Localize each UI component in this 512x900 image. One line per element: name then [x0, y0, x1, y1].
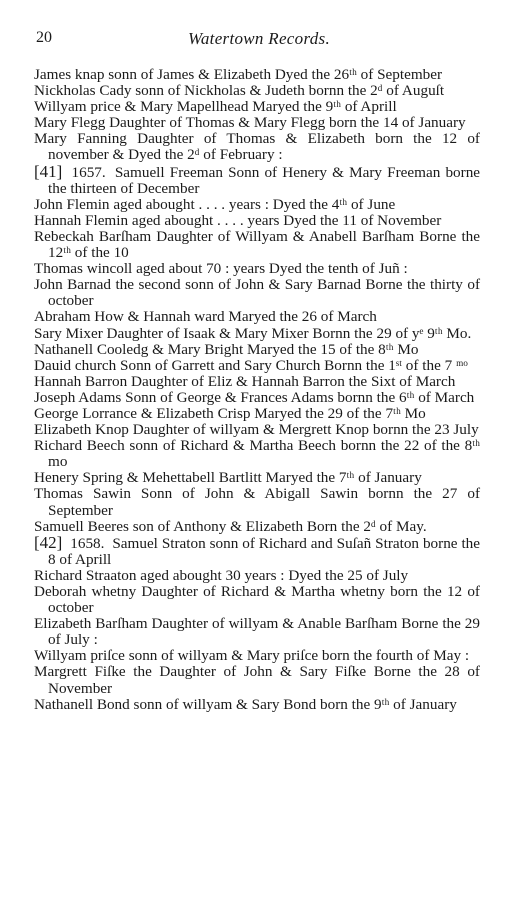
record-entry: Thomas Sawin Sonn of John & Abigall Sawin bornn the 27 of September: [34, 485, 480, 519]
record-entry: George Lorrance & Elizabeth Crisp Maryed the 29 of the 7ᵗʰ Mo: [34, 404, 426, 422]
record-entry: Rebeckah Barſham Daughter of Willyam & Anabell Barſham Borne the 12ᵗʰ of the 10: [34, 227, 480, 262]
record-entry: Margrett Fiſke the Daughter of John & Sary Fiſke Borne the 28 of November: [34, 663, 480, 697]
record-entry: Nathanell Cooledg & Mary Bright Maryed the 15 of the 8ᵗʰ Mo: [34, 340, 419, 358]
record-entry: Deborah whetny Daughter of Richard & Martha whetny born the 12 of october: [34, 583, 480, 617]
record-entry: Sary Mixer Daughter of Isaak & Mary Mixer Bornn the 29 of yᵉ 9ᵗʰ Mo.: [34, 324, 472, 342]
section-entry: [34, 532, 481, 568]
section-number: [42]: [34, 532, 63, 552]
section-entry: [34, 161, 481, 197]
section-number: [41]: [34, 161, 63, 181]
record-entry: Elizabeth Knop Daughter of willyam & Mergrett Knop bornn the 23 July: [34, 421, 479, 439]
record-entry: Mary Flegg Daughter of Thomas & Mary Flegg born the 14 of January: [34, 114, 466, 132]
record-entry: Mary Fanning Daughter of Thomas & Elizabeth born the 12 of november & Dyed the 2ᵈ of February :: [34, 130, 480, 164]
record-entry: Abraham How & Hannah ward Maryed the 26 of March: [34, 308, 377, 326]
section-year: 1658.: [70, 534, 105, 552]
record-entry: James knap sonn of James & Elizabeth Dyed the 26ᵗʰ of September: [34, 66, 443, 83]
record-entry: John Flemin aged abought . . . . years : Dyed the 4ᵗʰ of June: [34, 195, 396, 213]
record-entry: Elizabeth Barſham Daughter of willyam & Anable Barſham Borne the 29 of July :: [34, 615, 480, 649]
record-entry: Samuell Beeres son of Anthony & Elizabeth Born the 2ᵈ of May.: [34, 517, 427, 535]
record-entry: Hannah Barron Daughter of Eliz & Hannah Barron the Sixt of March: [34, 372, 456, 390]
record-entry: Henery Spring & Mehettabell Bartlitt Maryed the 7ᵗʰ of January: [34, 469, 422, 487]
running-title: Watertown Records.: [187, 29, 331, 48]
record-entry: Richard Beech sonn of Richard & Martha Beech bornn the 22 of the 8ᵗʰ mo: [34, 437, 480, 471]
record-entry: John Barnad the second sonn of John & Sary Barnad Borne the thirty of october: [34, 276, 480, 310]
records-text: [34, 67, 480, 713]
section-year: 1657.: [71, 163, 106, 181]
record-entry: Willyam priſce sonn of willyam & Mary priſce born the fourth of May :: [34, 647, 470, 665]
section-text: Samuell Freeman Sonn of Henery & Mary Freeman borne the thirteen of December: [48, 163, 481, 197]
record-entry: Nickholas Cady sonn of Nickholas & Judeth bornn the 2ᵈ of Auguſt: [34, 82, 445, 100]
record-entry: Hannah Flemin aged abought . . . . years Dyed the 11 of November: [34, 211, 442, 229]
record-entry: Dauid church Sonn of Garrett and Sary Church Bornn the 1ˢᵗ of the 7 ᵐᵒ: [34, 356, 468, 374]
page-number: 20: [36, 29, 52, 46]
record-entry: Nathanell Bond sonn of willyam & Sary Bond born the 9ᵗʰ of January: [34, 695, 457, 713]
record-entry: Joseph Adams Sonn of George & Frances Adams bornn the 6ᵗʰ of March: [34, 388, 475, 406]
section-text: Samuel Straton sonn of Richard and Suſañ Straton borne the 8 of Aprill: [48, 534, 481, 568]
record-entry: Willyam price & Mary Mapellhead Maryed the 9ᵗʰ of Aprill: [34, 98, 397, 116]
record-entry: Thomas wincoll aged about 70 : years Dyed the tenth of Juñ :: [34, 260, 408, 278]
record-entry: Richard Straaton aged abought 30 years : Dyed the 25 of July: [34, 566, 409, 584]
page-header: [36, 29, 482, 51]
